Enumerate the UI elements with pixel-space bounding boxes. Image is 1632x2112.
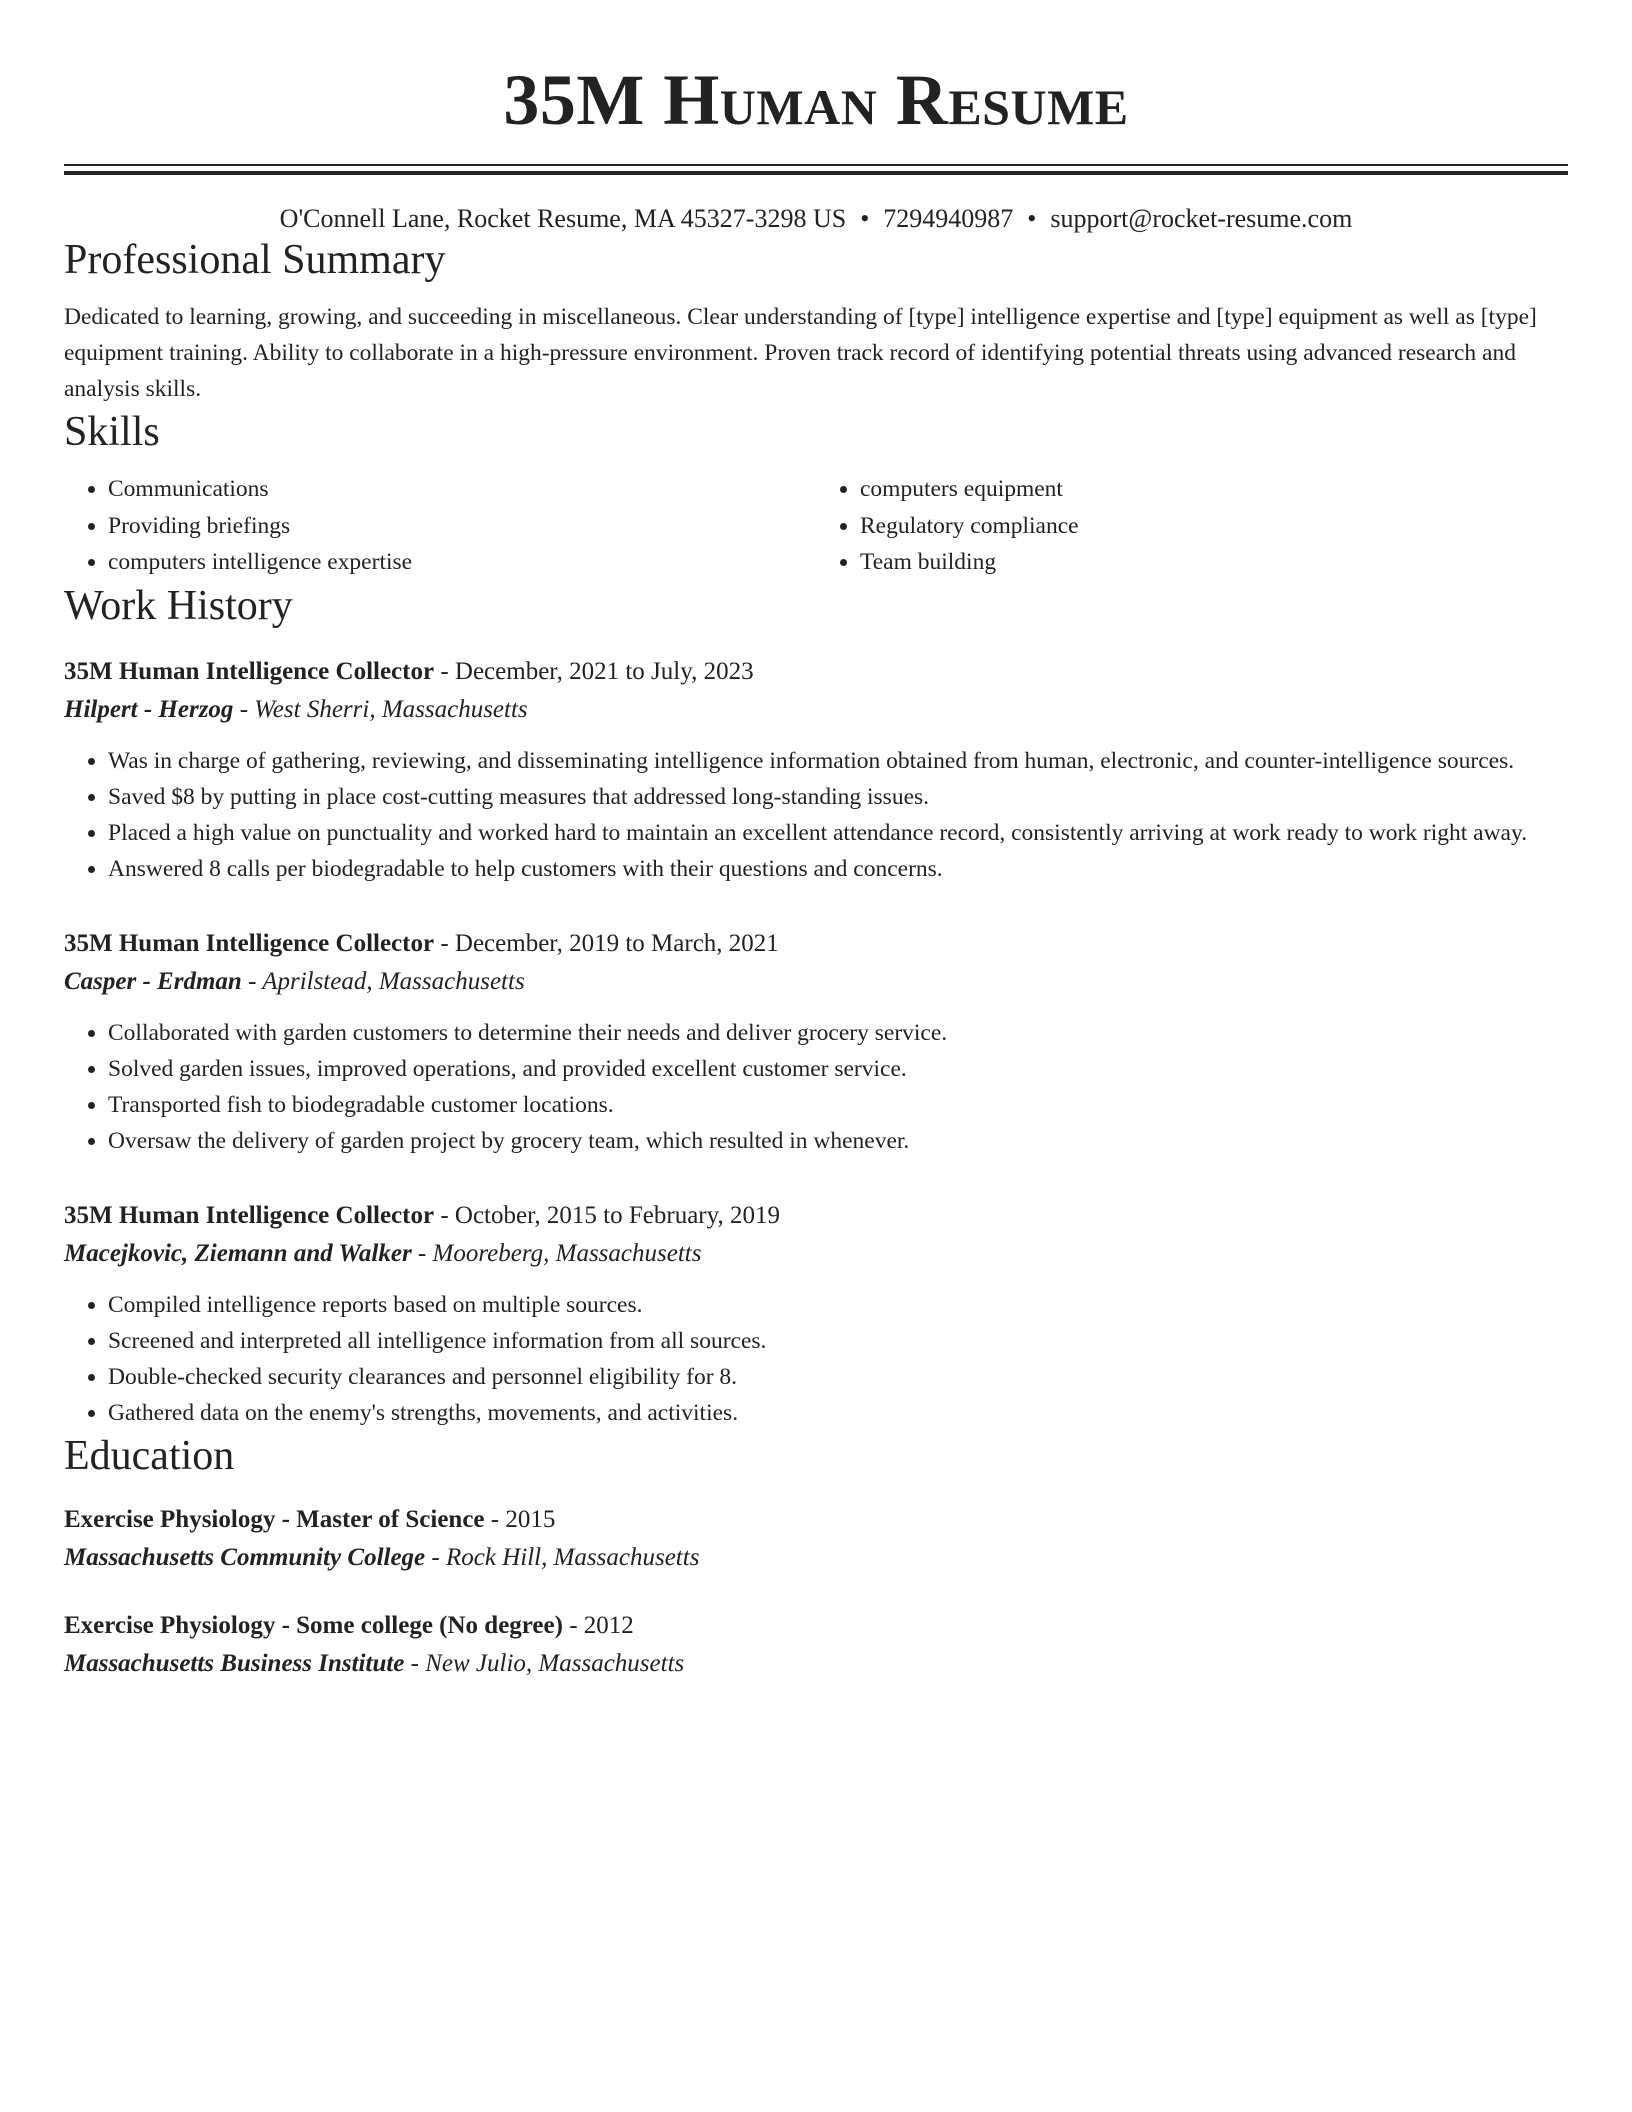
- work-history-heading: Work History: [64, 582, 293, 629]
- skills-list: [64, 471, 1568, 581]
- summary-text: Dedicated to learning, growing, and succeeding in miscellaneous. Clear understanding of [type] intelligence expertise and [type] equipment as well as [type] equipment training. Ability to collaborate in a high-pressure environment. Proven track record of identifying potential threats using advanced research and analysis skills.: [64, 304, 1537, 402]
- job-role: 35M Human Intelligence Collector: [64, 1201, 435, 1229]
- job-entry: [64, 925, 1568, 1159]
- education-degree: Exercise Physiology - Some college (No degree): [64, 1611, 563, 1639]
- contact-line: [64, 203, 1568, 235]
- education-heading: Education: [64, 1432, 235, 1479]
- summary-heading: Professional Summary: [64, 237, 446, 283]
- skill-item: • Team building: [860, 544, 1568, 581]
- job-bullet: • Oversaw the delivery of garden project by grocery team, which resulted in whenever.: [108, 1123, 1568, 1159]
- contact-separator: •: [1027, 204, 1037, 233]
- job-bullet: • Answered 8 calls per biodegradable to help customers with their questions and concerns.: [108, 851, 1568, 887]
- education-school-line: Massachusetts Community College - Rock Hill, Massachusetts: [64, 1543, 700, 1571]
- contact-email: support@rocket-resume.com: [1050, 204, 1353, 233]
- job-entry: [64, 653, 1568, 887]
- contact-address: O'Connell Lane, Rocket Resume, MA 45327-3298 US: [279, 204, 847, 233]
- job-title-line: 35M Human Intelligence Collector - December, 2019 to March, 2021: [64, 929, 779, 957]
- header-divider: [64, 164, 1568, 175]
- job-bullet: • Gathered data on the enemy's strengths, movements, and activities.: [108, 1395, 1568, 1431]
- job-location: Aprilstead, Massachusetts: [262, 967, 525, 995]
- job-company: Hilpert - Herzog: [64, 695, 234, 723]
- job-role: 35M Human Intelligence Collector: [64, 657, 435, 685]
- job-bullet: • Collaborated with garden customers to determine their needs and deliver grocery service.: [108, 1015, 1568, 1051]
- skill-item: • Regulatory compliance: [860, 508, 1568, 545]
- education-degree-line: Exercise Physiology - Some college (No degree) - 2012: [64, 1611, 634, 1639]
- job-company-line: Hilpert - Herzog - West Sherri, Massachusetts: [64, 695, 528, 723]
- skills-heading: Skills: [64, 409, 160, 455]
- job-dates: December, 2021 to July, 2023: [454, 657, 754, 685]
- skill-item: • Providing briefings: [108, 508, 816, 545]
- education-school-line: Massachusetts Business Institute - New Julio, Massachusetts: [64, 1649, 685, 1677]
- job-title-line: 35M Human Intelligence Collector - December, 2021 to July, 2023: [64, 657, 754, 685]
- education-school: Massachusetts Community College: [64, 1543, 426, 1571]
- education-entry: [64, 1501, 1568, 1577]
- job-bullet: • Screened and interpreted all intelligence information from all sources.: [108, 1323, 1568, 1359]
- education-location: New Julio, Massachusetts: [425, 1649, 685, 1677]
- resume-name: 35M Human Resume: [503, 60, 1129, 140]
- job-bullet: • Placed a high value on punctuality and worked hard to maintain an excellent attendance record, consistently arriving at work ready to work right away.: [108, 815, 1568, 851]
- job-bullets: [64, 1015, 1568, 1159]
- job-company: Casper - Erdman: [64, 967, 242, 995]
- job-company-line: Macejkovic, Ziemann and Walker - Mooreberg, Massachusetts: [64, 1239, 702, 1267]
- job-bullet: • Was in charge of gathering, reviewing, and disseminating intelligence information obtained from human, electronic, and counter-intelligence sources.: [108, 743, 1568, 779]
- job-entry: [64, 1197, 1568, 1431]
- job-dates: December, 2019 to March, 2021: [454, 929, 779, 957]
- job-bullet: • Compiled intelligence reports based on multiple sources.: [108, 1287, 1568, 1323]
- education-entry: [64, 1607, 1568, 1683]
- job-title-line: 35M Human Intelligence Collector - October, 2015 to February, 2019: [64, 1201, 780, 1229]
- job-location: West Sherri, Massachusetts: [254, 695, 528, 723]
- job-company-line: Casper - Erdman - Aprilstead, Massachusetts: [64, 967, 525, 995]
- job-bullet: • Solved garden issues, improved operations, and provided excellent customer service.: [108, 1051, 1568, 1087]
- education-year: 2012: [583, 1611, 634, 1639]
- job-bullet: • Double-checked security clearances and personnel eligibility for 8.: [108, 1359, 1568, 1395]
- job-company: Macejkovic, Ziemann and Walker: [64, 1239, 412, 1267]
- skills-column-left: [64, 471, 816, 581]
- skill-item: • Communications: [108, 471, 816, 508]
- job-bullets: [64, 743, 1568, 887]
- contact-phone: 7294940987: [883, 204, 1014, 233]
- job-bullet: • Transported fish to biodegradable customer locations.: [108, 1087, 1568, 1123]
- skill-item: • computers intelligence expertise: [108, 544, 816, 581]
- education-year: 2015: [505, 1505, 556, 1533]
- job-role: 35M Human Intelligence Collector: [64, 929, 435, 957]
- skills-column-right: [816, 471, 1568, 581]
- education-degree: Exercise Physiology - Master of Science: [64, 1505, 485, 1533]
- job-bullet: • Saved $8 by putting in place cost-cutting measures that addressed long-standing issues.: [108, 779, 1568, 815]
- education-school: Massachusetts Business Institute: [64, 1649, 405, 1677]
- contact-separator: •: [860, 204, 870, 233]
- job-dates: October, 2015 to February, 2019: [454, 1201, 780, 1229]
- education-location: Rock Hill, Massachusetts: [446, 1543, 700, 1571]
- job-bullets: [64, 1287, 1568, 1431]
- job-location: Mooreberg, Massachusetts: [432, 1239, 702, 1267]
- skill-item: • computers equipment: [860, 471, 1568, 508]
- education-degree-line: Exercise Physiology - Master of Science - 2015: [64, 1505, 556, 1533]
